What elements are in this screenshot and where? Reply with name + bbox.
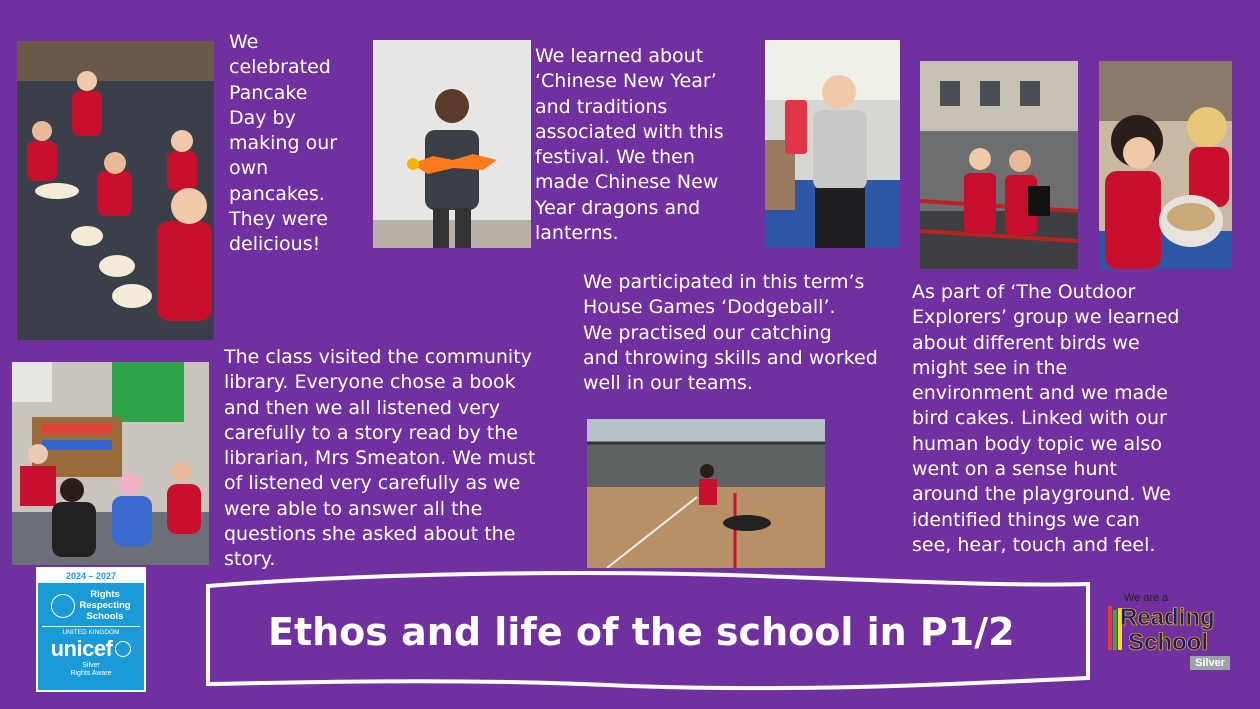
- pancake-day-photo: [17, 41, 214, 340]
- badge-line-rights: Rights: [90, 589, 120, 600]
- chinese-new-year-dragon-photo: [373, 40, 531, 248]
- title-banner: [200, 566, 1098, 698]
- dodgeball-text: We participated in this term’s House Games ‘Dodgeball’. We practised our catching and throwing skills and worked well in our teams.: [583, 271, 878, 395]
- reading-badge-line2: Reading: [1120, 604, 1215, 631]
- badge-level-sub: Rights Aware: [70, 670, 112, 677]
- outdoor-explorers-photo: [920, 61, 1078, 269]
- unicef-logo: [38, 636, 144, 662]
- bird-cakes-photo: [1099, 61, 1232, 269]
- unicef-globe-icon: [115, 641, 131, 657]
- rights-respecting-schools-badge: [36, 567, 146, 692]
- chinese-new-year-text: We learned about ‘Chinese New Year’ and traditions associated with this festival. We then made Chinese New Year dragons and lanterns.: [535, 45, 724, 245]
- globe-icon: [51, 594, 75, 618]
- reading-school-badge: [1108, 588, 1240, 674]
- reading-badge-line3: School: [1128, 629, 1209, 656]
- badge-years: 2024 – 2027: [38, 569, 144, 583]
- badge-country: UNITED KINGDOM: [42, 626, 140, 636]
- unicef-wordmark: unicef: [50, 636, 113, 661]
- library-visit-text: The class visited the community library. Everyone chose a book and then we all listened very carefully to a story read by the librarian, Mrs Smeaton. We must of listened very carefully as we were able to answer all the questions she asked about the story.: [224, 346, 536, 571]
- dodgeball-photo: [587, 419, 825, 568]
- reading-badge-line1: We are a: [1124, 592, 1169, 604]
- badge-line-schools: Schools: [86, 611, 124, 622]
- badge-level: Silver: [82, 662, 100, 669]
- badge-line-respecting: Respecting: [79, 600, 131, 611]
- pancake-day-text: We celebrated Pancake Day by making our own pancakes. They were delicious!: [229, 31, 338, 256]
- page-title: Ethos and life of the school in P1/2: [268, 610, 1015, 654]
- outdoor-explorers-text: As part of ‘The Outdoor Explorers’ group we learned about different birds we might see in the environment and we made bird cakes. Linked with our human body topic we also went on a sense hunt around the playground. We identified things we can see, hear, touch and feel.: [912, 281, 1180, 556]
- library-visit-photo: [12, 362, 209, 565]
- lantern-photo: [765, 40, 900, 248]
- reading-badge-level: Silver: [1190, 656, 1230, 670]
